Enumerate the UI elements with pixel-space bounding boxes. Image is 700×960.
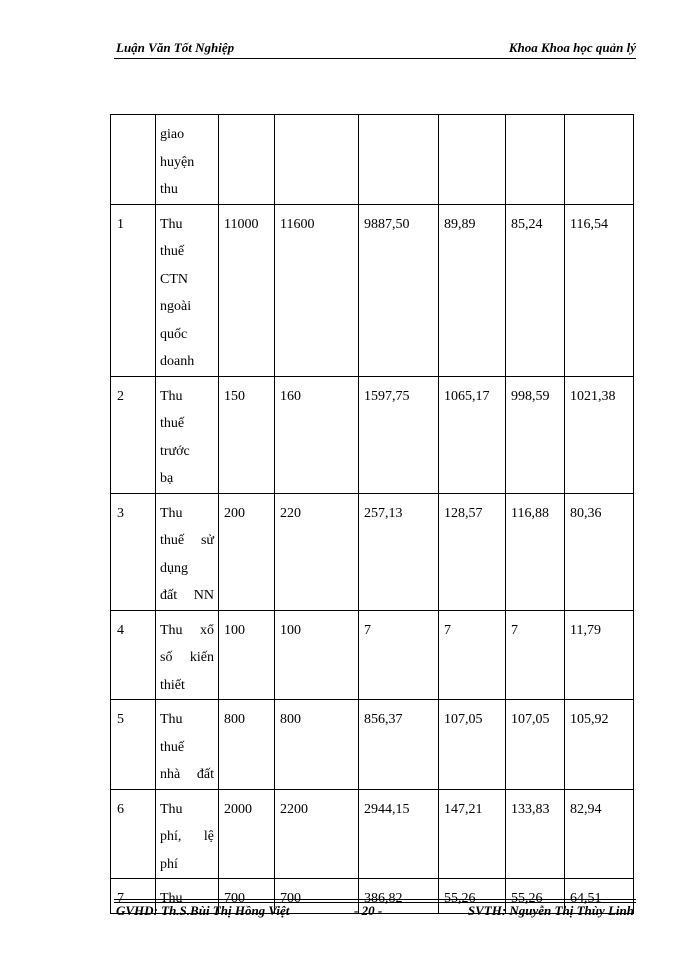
table-row (111, 493, 634, 610)
cell-value-2: 160 (275, 376, 359, 493)
cell-value-5 (506, 115, 565, 205)
cell-value-2: 800 (275, 700, 359, 790)
header-rule (114, 58, 636, 59)
cell-stt: 6 (111, 789, 156, 879)
description-line: huyện (160, 154, 195, 170)
cell-value-6: 80,36 (565, 493, 634, 610)
header-title-right: Khoa Khoa học quản lý (508, 40, 636, 55)
cell-value-1: 200 (219, 493, 275, 610)
cell-stt: 3 (111, 493, 156, 610)
description-line: bạ (160, 471, 174, 486)
cell-value-6: 82,94 (565, 789, 634, 879)
cell-value-3: 2944,15 (359, 789, 439, 879)
description-line: thuế (160, 244, 185, 259)
header-title-left: Luận Văn Tốt Nghiệp (116, 40, 235, 55)
cell-stt: 5 (111, 700, 156, 790)
cell-value-6: 105,92 (565, 700, 634, 790)
cell-value-5: 133,83 (506, 789, 565, 879)
cell-description (156, 493, 219, 610)
cell-value-2: 220 (275, 493, 359, 610)
cell-value-2 (275, 115, 359, 205)
description-line: CTN (160, 271, 188, 287)
cell-value-4: 7 (439, 610, 506, 700)
cell-description (156, 789, 219, 879)
cell-value-2: 700 (275, 879, 359, 914)
table-row (111, 789, 634, 879)
description-line: Thu (160, 712, 183, 727)
cell-value-5: 998,59 (506, 376, 565, 493)
description-line: dụng (160, 560, 188, 576)
cell-value-1: 11000 (219, 204, 275, 376)
description-line: Thu (160, 801, 183, 817)
table-row (111, 115, 634, 205)
cell-stt: 2 (111, 376, 156, 493)
description-line: Thu (160, 891, 183, 906)
cell-stt: 7 (111, 879, 156, 914)
footer-supervisor: GVHD: Th.S.Bùi Thị Hồng Việt (116, 903, 290, 918)
description-line: thu (160, 182, 178, 197)
cell-value-3: 856,37 (359, 700, 439, 790)
cell-value-4: 89,89 (439, 204, 506, 376)
description-line: Thu (160, 388, 183, 404)
cell-value-4: 1065,17 (439, 376, 506, 493)
revenue-table-body (111, 115, 634, 914)
description-line: phí (160, 856, 178, 872)
cell-stt: 4 (111, 610, 156, 700)
cell-value-3: 257,13 (359, 493, 439, 610)
description-line: thuế (160, 416, 185, 431)
cell-value-3: 386,82 (359, 879, 439, 914)
description-line: trước (160, 443, 190, 459)
cell-value-1: 700 (219, 879, 275, 914)
cell-value-2: 100 (275, 610, 359, 700)
description-line: Thu (160, 216, 183, 232)
footer-student: SVTH: Nguyễn Thị Thùy Linh (467, 903, 634, 918)
cell-value-3: 1597,75 (359, 376, 439, 493)
cell-description (156, 115, 219, 205)
cell-value-6 (565, 115, 634, 205)
cell-stt: 1 (111, 204, 156, 376)
cell-value-3: 9887,50 (359, 204, 439, 376)
description-line: ngoài (160, 299, 192, 314)
cell-value-5: 116,88 (506, 493, 565, 610)
table-row (111, 376, 634, 493)
page-header (114, 40, 636, 58)
cell-description (156, 700, 219, 790)
table-row (111, 204, 634, 376)
table-row (111, 700, 634, 790)
description-line: đất NN (160, 588, 214, 603)
description-line: thuế (160, 739, 185, 755)
cell-value-1: 2000 (219, 789, 275, 879)
cell-value-5: 107,05 (506, 700, 565, 790)
cell-value-4: 147,21 (439, 789, 506, 879)
description-line: Thu (160, 505, 183, 521)
cell-value-6: 64,51 (565, 879, 634, 914)
description-line: doanh (160, 354, 195, 369)
footer-rule-top (114, 899, 636, 900)
cell-value-4: 55,26 (439, 879, 506, 914)
revenue-table (110, 114, 634, 914)
cell-description (156, 376, 219, 493)
description-line: quốc (160, 326, 188, 342)
cell-description (156, 610, 219, 700)
cell-value-4: 107,05 (439, 700, 506, 790)
cell-value-1: 800 (219, 700, 275, 790)
cell-value-6: 116,54 (565, 204, 634, 376)
cell-value-2: 11600 (275, 204, 359, 376)
cell-value-6: 11,79 (565, 610, 634, 700)
description-line: số kiến (160, 650, 214, 665)
cell-value-1 (219, 115, 275, 205)
description-line: phí, lệ (160, 829, 214, 844)
description-line: nhà đất (160, 767, 214, 782)
cell-value-6: 1021,38 (565, 376, 634, 493)
cell-value-3 (359, 115, 439, 205)
cell-value-3: 7 (359, 610, 439, 700)
cell-description (156, 204, 219, 376)
description-line: giao (160, 127, 185, 142)
table-row (111, 610, 634, 700)
cell-value-1: 100 (219, 610, 275, 700)
page-number: - 20 - (354, 903, 383, 918)
description-line: thiết (160, 677, 185, 693)
cell-value-2: 2200 (275, 789, 359, 879)
cell-value-5: 85,24 (506, 204, 565, 376)
cell-value-5: 7 (506, 610, 565, 700)
description-line: Thu xổ (160, 622, 214, 638)
cell-value-4 (439, 115, 506, 205)
cell-stt (111, 115, 156, 205)
description-line: thuế sử (160, 533, 214, 548)
cell-value-4: 128,57 (439, 493, 506, 610)
page-footer (114, 903, 636, 921)
cell-value-1: 150 (219, 376, 275, 493)
cell-value-5: 55,26 (506, 879, 565, 914)
